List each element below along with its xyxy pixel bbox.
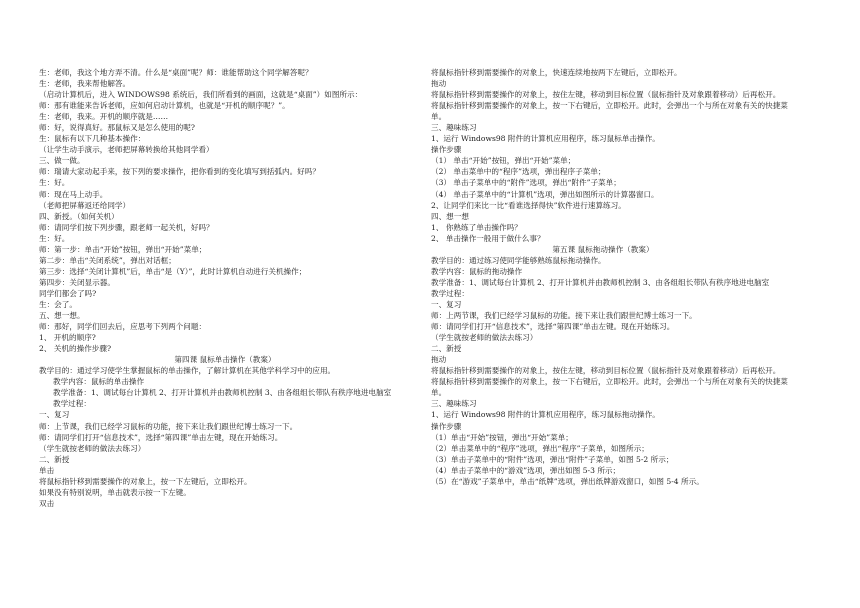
text-line: 将鼠标指针移到需要操作的对象上，按住左键，移动到目标位置（鼠标指针及对象跟着移动）后再松开。	[431, 366, 781, 376]
text-line: （5）在“游戏”子菜单中，单击“纸牌”选项，弹出纸牌游戏窗口，如图 5-4 所示。	[431, 476, 704, 486]
text-line: 单击	[39, 465, 55, 475]
text-line: 师：现在马上动手。	[39, 189, 108, 199]
text-line: 生：好。	[39, 233, 70, 243]
text-line: 师：瑞请大家动起手来，按下列的要求操作，把你看到的变化填写到括弧内。好吗？	[39, 167, 320, 177]
text-line: 师：上节课，我们已经学习鼠标的功能，接下来让我们跟世纪博士练习一下。	[39, 421, 298, 431]
text-line: 同学们都会了吗?	[39, 288, 97, 298]
text-line: 三、做一做。	[39, 156, 85, 166]
text-line: 第五课 鼠标拖动操作（教案）	[552, 244, 654, 254]
text-line: 师：请同学们打开“信息技术”，选择“第四课”单击左键。现在开始练习。	[431, 322, 675, 332]
text-line: 如果没有特别说明，单击就表示按一下左键。	[39, 487, 191, 497]
right-column	[417, 67, 789, 487]
text-line: 2、 关机的操作步骤?	[39, 344, 112, 354]
text-line: 教学目的：通过练习使同学能够熟练鼠标拖动操作。	[431, 255, 606, 265]
text-line: 二、新授	[431, 344, 462, 354]
text-line: （3）单击子菜单中的“附件”选项，弹出“附件”子菜单，如图 5-2 所示；	[431, 454, 674, 464]
text-line: 1、运行 Windows98 附件的计算机应用程序，练习鼠标拖动操作。	[431, 410, 660, 420]
text-line: 拖动	[431, 79, 447, 89]
text-line: 生：会了。	[39, 299, 77, 309]
text-line: （3） 单击子菜单中的“附件”选项，弹出“附件”子菜单；	[431, 178, 621, 188]
text-line: 生：好。	[39, 178, 70, 188]
text-line: 师：请同学们按下列步骤，跟老师一起关机，好吗？	[39, 222, 214, 232]
text-line: 2、让同学们来比一比“看谁选择得快”软件进行速算练习。	[431, 200, 626, 210]
text-line: 生：老师，我来帮他解答。	[39, 79, 131, 89]
text-line: 三、趣味练习	[431, 123, 477, 133]
text-line: 三、趣味练习	[431, 399, 477, 409]
text-line: 师：第一步：单击“开始”按钮，弹出“开始”菜单；	[39, 244, 207, 254]
text-line: 教学目的：通过学习使学生掌握鼠标的单击操作，了解计算机在其他学科学习中的应用。	[39, 366, 336, 376]
text-line: 五、想一想。	[39, 311, 85, 321]
text-line: （4） 单击子菜单中的“计算机”选项，弹出如图所示的计算器窗口。	[431, 189, 659, 199]
text-line: 将鼠标指针移到需要操作的对象上，按一下右键后，立即松开。此时，会弹出一个与所在对象有关的快捷菜单。	[431, 377, 788, 398]
text-line: 生：鼠标有以下几种基本操作：	[39, 134, 146, 144]
text-line: 一、复习	[39, 410, 70, 420]
text-line: 1、运行 Windows98 附件的计算机应用程序，练习鼠标单击操作。	[431, 134, 660, 144]
text-line: 二、新授	[39, 454, 70, 464]
text-line: （1） 单击“开始”按钮，弹出“开始”菜单；	[431, 156, 576, 166]
text-line: 操作步骤	[431, 145, 462, 155]
text-line: 拖动	[431, 355, 447, 365]
text-line: 教学内容：鼠标的拖动操作	[431, 266, 523, 276]
text-line: 第二步：单击“关闭系统”，弹出对话框；	[39, 255, 176, 265]
text-line: 师：好，说得真好。那鼠标又是怎么使用的呢?	[39, 123, 195, 133]
text-line: （启动计算机后，进入 WINDOWS98 系统后，我们所看到的画面，这就是“桌面”）如图所示：	[39, 90, 363, 100]
text-line: 师：那好，同学们回去后，应思考下列两个问题：	[39, 322, 207, 332]
text-line: （1）单击“开始”按钮，弹出“开始”菜单；	[431, 432, 573, 442]
text-line: 1、 你熟练了单击操作吗？	[431, 222, 522, 232]
text-line: 教学过程：	[431, 288, 469, 298]
text-line: 操作步骤	[431, 421, 462, 431]
text-line: 四、新授。（如何关机）	[39, 211, 119, 221]
left-column	[39, 67, 411, 509]
text-line: 师：那有谁能来告诉老师，应如何启动计算机，也就是“开机的顺序呢？”。	[39, 101, 290, 111]
text-line: 第三步：选择“关闭计算机”后，单击“是（Y）”，此时计算机自动进行关机操作；	[39, 266, 307, 276]
text-line: 生：老师，我来。开机的顺序就是……	[39, 112, 169, 122]
text-line: （4）单击子菜单中的“游戏”选项，弹出如图 5-3 所示；	[431, 465, 621, 475]
text-line: 教学过程：	[53, 399, 91, 409]
text-line: 将鼠标指针移到需要操作的对象上，按一下左键后，立即松开。	[39, 476, 252, 486]
text-line: 一、复习	[431, 299, 462, 309]
text-line: 教学准备：1、调试每台计算机 2、打开计算机并由教师机控制 3、由各组组长带队有秩序地进电脑室	[53, 388, 392, 398]
text-line: 双击	[39, 498, 55, 508]
text-line: （学生就按老师的做法去练习）	[39, 443, 146, 453]
text-line: 将鼠标指针移到需要操作的对象上，按一下右键后，立即松开。此时，会弹出一个与所在对象有关的快捷菜单。	[431, 101, 788, 122]
text-line: 师：请同学们打开“信息技术”，选择“第四课”单击左键，现在开始练习。	[39, 432, 283, 442]
text-line: 师：上两节课，我们已经学习鼠标的功能。接下来让我们跟世纪博士练习一下。	[431, 311, 697, 321]
text-line: 将鼠标指针移到需要操作的对象上，快速连续地按两下左键后，立即松开。	[431, 68, 682, 77]
text-line: 四、想一想	[431, 211, 469, 221]
text-line: 第四课 鼠标单击操作（教案）	[174, 355, 276, 365]
text-line: 将鼠标指针移到需要操作的对象上，按住左键，移动到目标位置（鼠标指针及对象跟着移动）后再松开。	[431, 90, 781, 100]
text-line: 2、 单击操作一般用于做什么事？	[431, 233, 545, 243]
text-line: 教学内容：鼠标的单击操作	[53, 377, 145, 387]
text-line: 生：老师，我这个地方弄不清。什么是“桌面”呢？师：谁能帮助这个同学解答呢？	[39, 68, 313, 77]
text-line: （老师把屏幕返还给同学）	[39, 200, 131, 210]
text-line: （2）单击菜单中的“程序”选项，弹出“程序”子菜单，如图所示；	[431, 443, 649, 453]
text-line: （2） 单击菜单中的“程序”选项，弹出程序子菜单；	[431, 167, 606, 177]
text-line: 1、 开机的顺序?	[39, 333, 96, 343]
text-line: （学生就按老师的做法去练习）	[431, 333, 538, 343]
text-line: 教学准备：1、调试每台计算机 2、打开计算机并由教师机控制 3、由各组组长带队有秩序地进电脑室	[431, 277, 770, 287]
text-line: 第四步：关闭显示器。	[39, 277, 115, 287]
text-line: （让学生动手演示，老师把屏幕转换给其他同学看）	[39, 145, 214, 155]
